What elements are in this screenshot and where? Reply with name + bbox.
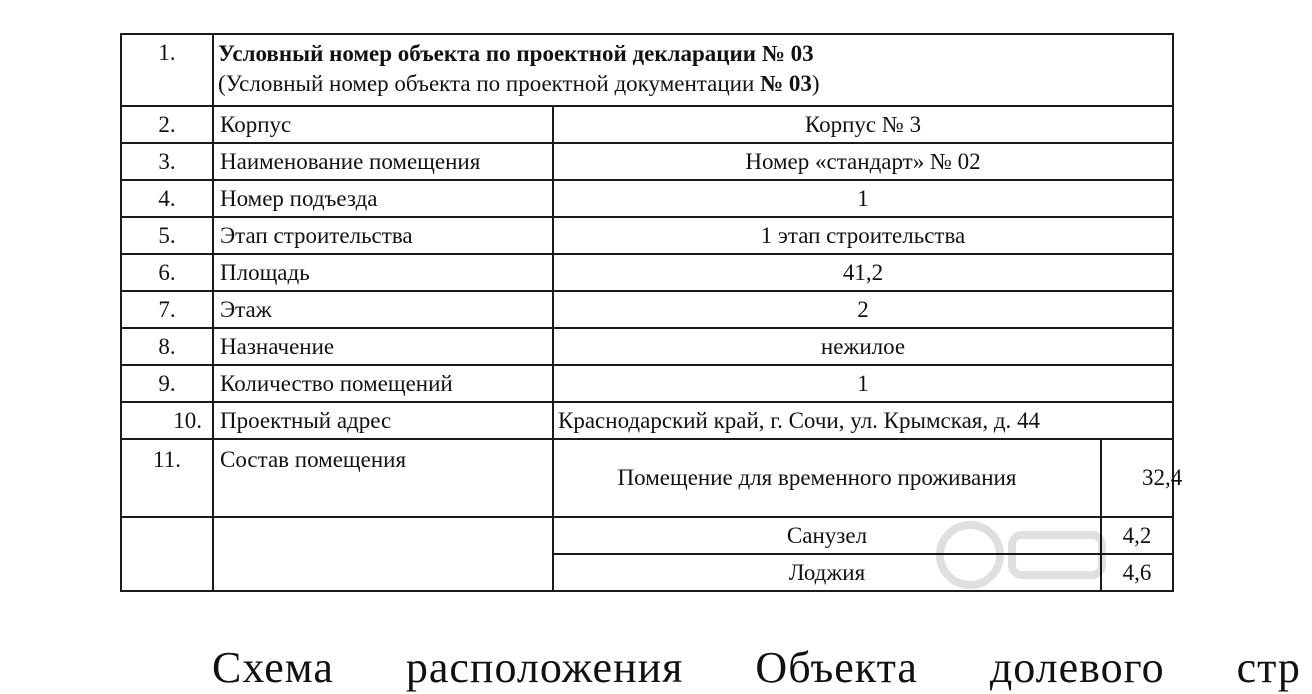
row-value: 1 <box>553 365 1173 402</box>
row-number: 6. <box>121 254 213 291</box>
row-value: Корпус № 3 <box>553 106 1173 143</box>
table-row <box>121 291 1173 328</box>
row-value: 1 этап строительства <box>553 217 1173 254</box>
composition-item-area: 4,6 <box>1101 554 1173 591</box>
empty-cell <box>121 517 213 591</box>
row-label: Этаж <box>213 291 553 328</box>
row-label: Количество помещений <box>213 365 553 402</box>
row-value: Краснодарский край, г. Сочи, ул. Крымская, д. 44 <box>553 402 1173 439</box>
row-label: Назначение <box>213 328 553 365</box>
table-row <box>121 254 1173 291</box>
row-label: Наименование помещения <box>213 143 553 180</box>
row-value: 2 <box>553 291 1173 328</box>
composition-item-area: 32,4 <box>1101 439 1173 517</box>
table-row <box>121 328 1173 365</box>
row-value: нежилое <box>553 328 1173 365</box>
composition-item-name: Помещение для временного проживания <box>553 439 1101 517</box>
row-number: 4. <box>121 180 213 217</box>
row-label: Площадь <box>213 254 553 291</box>
row-number: 3. <box>121 143 213 180</box>
table-row <box>121 106 1173 143</box>
section-caption: Схема расположения Объекта долевого стр <box>212 643 1301 692</box>
empty-cell <box>213 517 553 591</box>
row-value: 41,2 <box>553 254 1173 291</box>
row-label: Этап строительства <box>213 217 553 254</box>
row-label: Проектный адрес <box>213 402 553 439</box>
row-number: 10. <box>121 402 213 439</box>
table-row-composition <box>121 517 1173 554</box>
row-number: 9. <box>121 365 213 402</box>
composition-item-area: 4,2 <box>1101 517 1173 554</box>
row-number: 8. <box>121 328 213 365</box>
row-label: Корпус <box>213 106 553 143</box>
row-label: Состав помещения <box>213 439 553 517</box>
table-row-header <box>121 34 1173 106</box>
row-number: 7. <box>121 291 213 328</box>
property-spec-table <box>120 33 1183 592</box>
composition-item-name: Санузел <box>553 517 1101 554</box>
object-subtitle-open: (Условный номер объекта по проектной документации <box>218 71 761 96</box>
table-row <box>121 143 1173 180</box>
table-row <box>121 180 1173 217</box>
object-title: Условный номер объекта по проектной декларации № 03 <box>218 41 814 66</box>
object-title-cell <box>213 34 1173 106</box>
row-value: 1 <box>553 180 1173 217</box>
row-value: Номер «стандарт» № 02 <box>553 143 1173 180</box>
object-subtitle-number: № 03 <box>760 71 812 96</box>
table-row <box>121 217 1173 254</box>
row-number: 5. <box>121 217 213 254</box>
row-number: 11. <box>121 439 213 517</box>
row-number: 1. <box>121 34 213 106</box>
composition-item-name: Лоджия <box>553 554 1101 591</box>
object-subtitle-close: ) <box>811 71 820 96</box>
table-row-composition <box>121 439 1173 517</box>
row-number: 2. <box>121 106 213 143</box>
table-row <box>121 365 1173 402</box>
row-label: Номер подъезда <box>213 180 553 217</box>
table-row <box>121 402 1173 439</box>
